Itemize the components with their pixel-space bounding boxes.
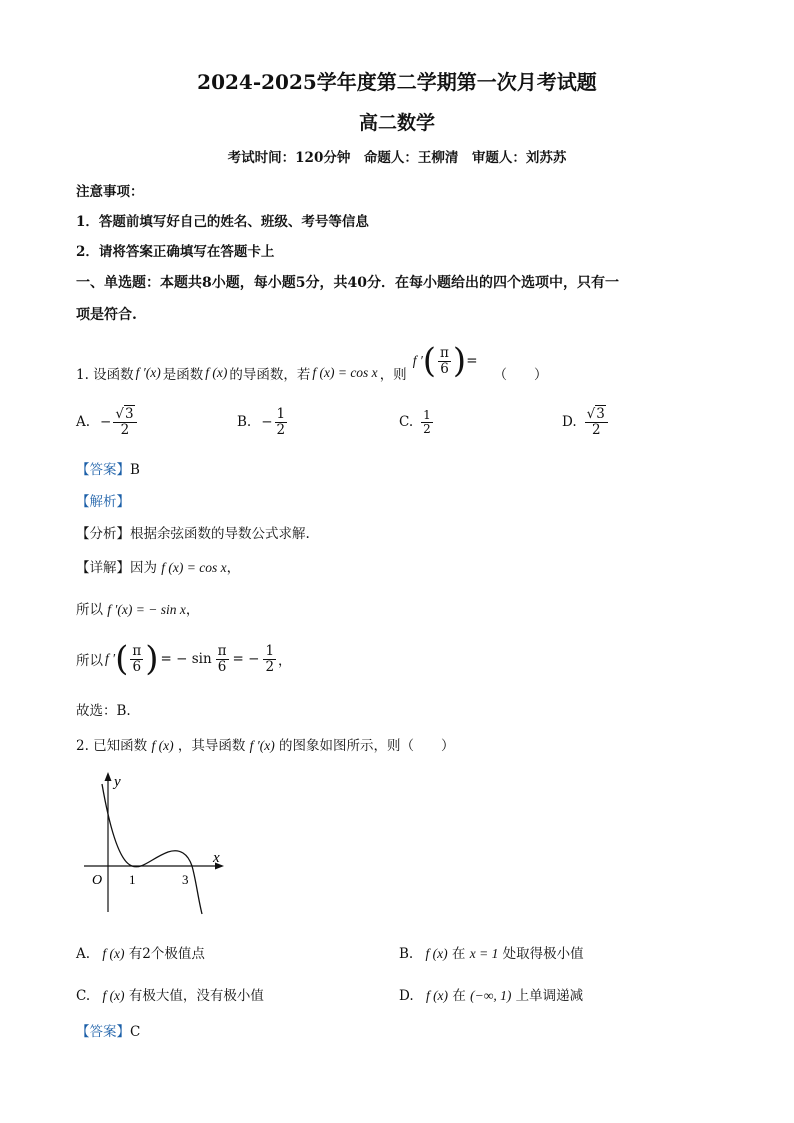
question-1-option-c: C. $\frac{1}{2}$ — [399, 407, 431, 436]
question-1-mid2: 的导函数，若 — [229, 367, 311, 383]
question-1-condition: f (x) = cos x — [312, 365, 378, 380]
question-1-option-d: D. $\frac{√3}{2}$ — [562, 400, 610, 444]
question-1-mid3: ，则 — [379, 367, 407, 383]
question-1-fenxi: 【分析】根据余弦函数的导数公式求解. — [76, 526, 310, 542]
question-1-option-b: B. − $\frac{1}{2}$ — [237, 406, 286, 438]
question-2-option-a: A. f (x) 有2个极值点 — [76, 946, 205, 962]
tick-label-3: 3 — [182, 872, 189, 887]
derivative-curve — [102, 784, 202, 914]
question-2-answer: 【答案】C — [76, 1024, 141, 1040]
question-2-option-d: D. f (x) 在 (−∞, 1) 上单调递减 — [399, 988, 584, 1004]
question-1-conclusion: 故选：B. — [76, 703, 131, 719]
notes-item-2: 2．请将答案正确填写在答题卡上 — [76, 244, 275, 260]
question-1-answer: 【答案】B — [76, 462, 140, 478]
section-instructions-line1: 一、单选题：本题共8小题，每小题5分，共40分．在每小题给出的四个选项中，只有一 — [76, 275, 619, 291]
notes-heading: 注意事项： — [76, 184, 144, 200]
question-1-detail-step1: 【详解】因为 f (x) = cos x， — [76, 560, 241, 576]
question-2-option-c: C. f (x) 有极大值，没有极小值 — [76, 988, 264, 1004]
question-1-f: f (x) — [205, 365, 228, 380]
exam-title: 2024-2025学年度第二学期第一次月考试题 — [197, 70, 597, 94]
question-1-detail-step2: 所以 f ′(x) = − sin x， — [76, 602, 200, 618]
question-2-stem: 2. 已知函数 f (x) ，其导函数 f ′(x) 的图象如图所示，则（ ） — [76, 738, 455, 754]
question-1-stem — [76, 341, 548, 402]
tick-label-1: 1 — [129, 872, 136, 887]
question-1-analysis-tag: 【解析】 — [76, 494, 130, 510]
question-1-expression: f ′ ( $\frac{\pi}{6}$ ) = — [412, 341, 478, 381]
question-1-prefix: 1. 设函数 — [76, 367, 134, 383]
question-1-mid1: 是函数 — [162, 367, 204, 383]
question-1-detail-step3: 所以 f ′ ( $\frac{\pi}{6}$ ) = − sin $\frac{\pi}{6}$ = − $\frac{1}{2}$ ， — [76, 639, 292, 679]
exam-subject: 高二数学 — [358, 112, 435, 134]
question-2-derivative-graph — [80, 770, 230, 920]
question-1-blank: （ ） — [493, 367, 548, 383]
question-2-option-b: B. f (x) 在 x = 1 处取得极小值 — [399, 946, 584, 962]
y-axis-arrow-icon — [105, 772, 112, 781]
notes-item-1: 1．答题前填写好自己的姓名、班级、考号等信息 — [76, 214, 369, 230]
exam-meta: 考试时间：120分钟 命题人：王柳清 审题人：刘苏苏 — [227, 150, 567, 166]
question-1-fprime: f ′(x) — [135, 365, 161, 380]
origin-label: O — [92, 873, 103, 888]
x-axis-label: x — [213, 850, 220, 866]
question-1-option-a: A. − $\frac{√3}{2}$ — [76, 400, 139, 444]
y-axis-label: y — [114, 774, 121, 790]
section-instructions-line2: 项是符合. — [76, 307, 137, 323]
